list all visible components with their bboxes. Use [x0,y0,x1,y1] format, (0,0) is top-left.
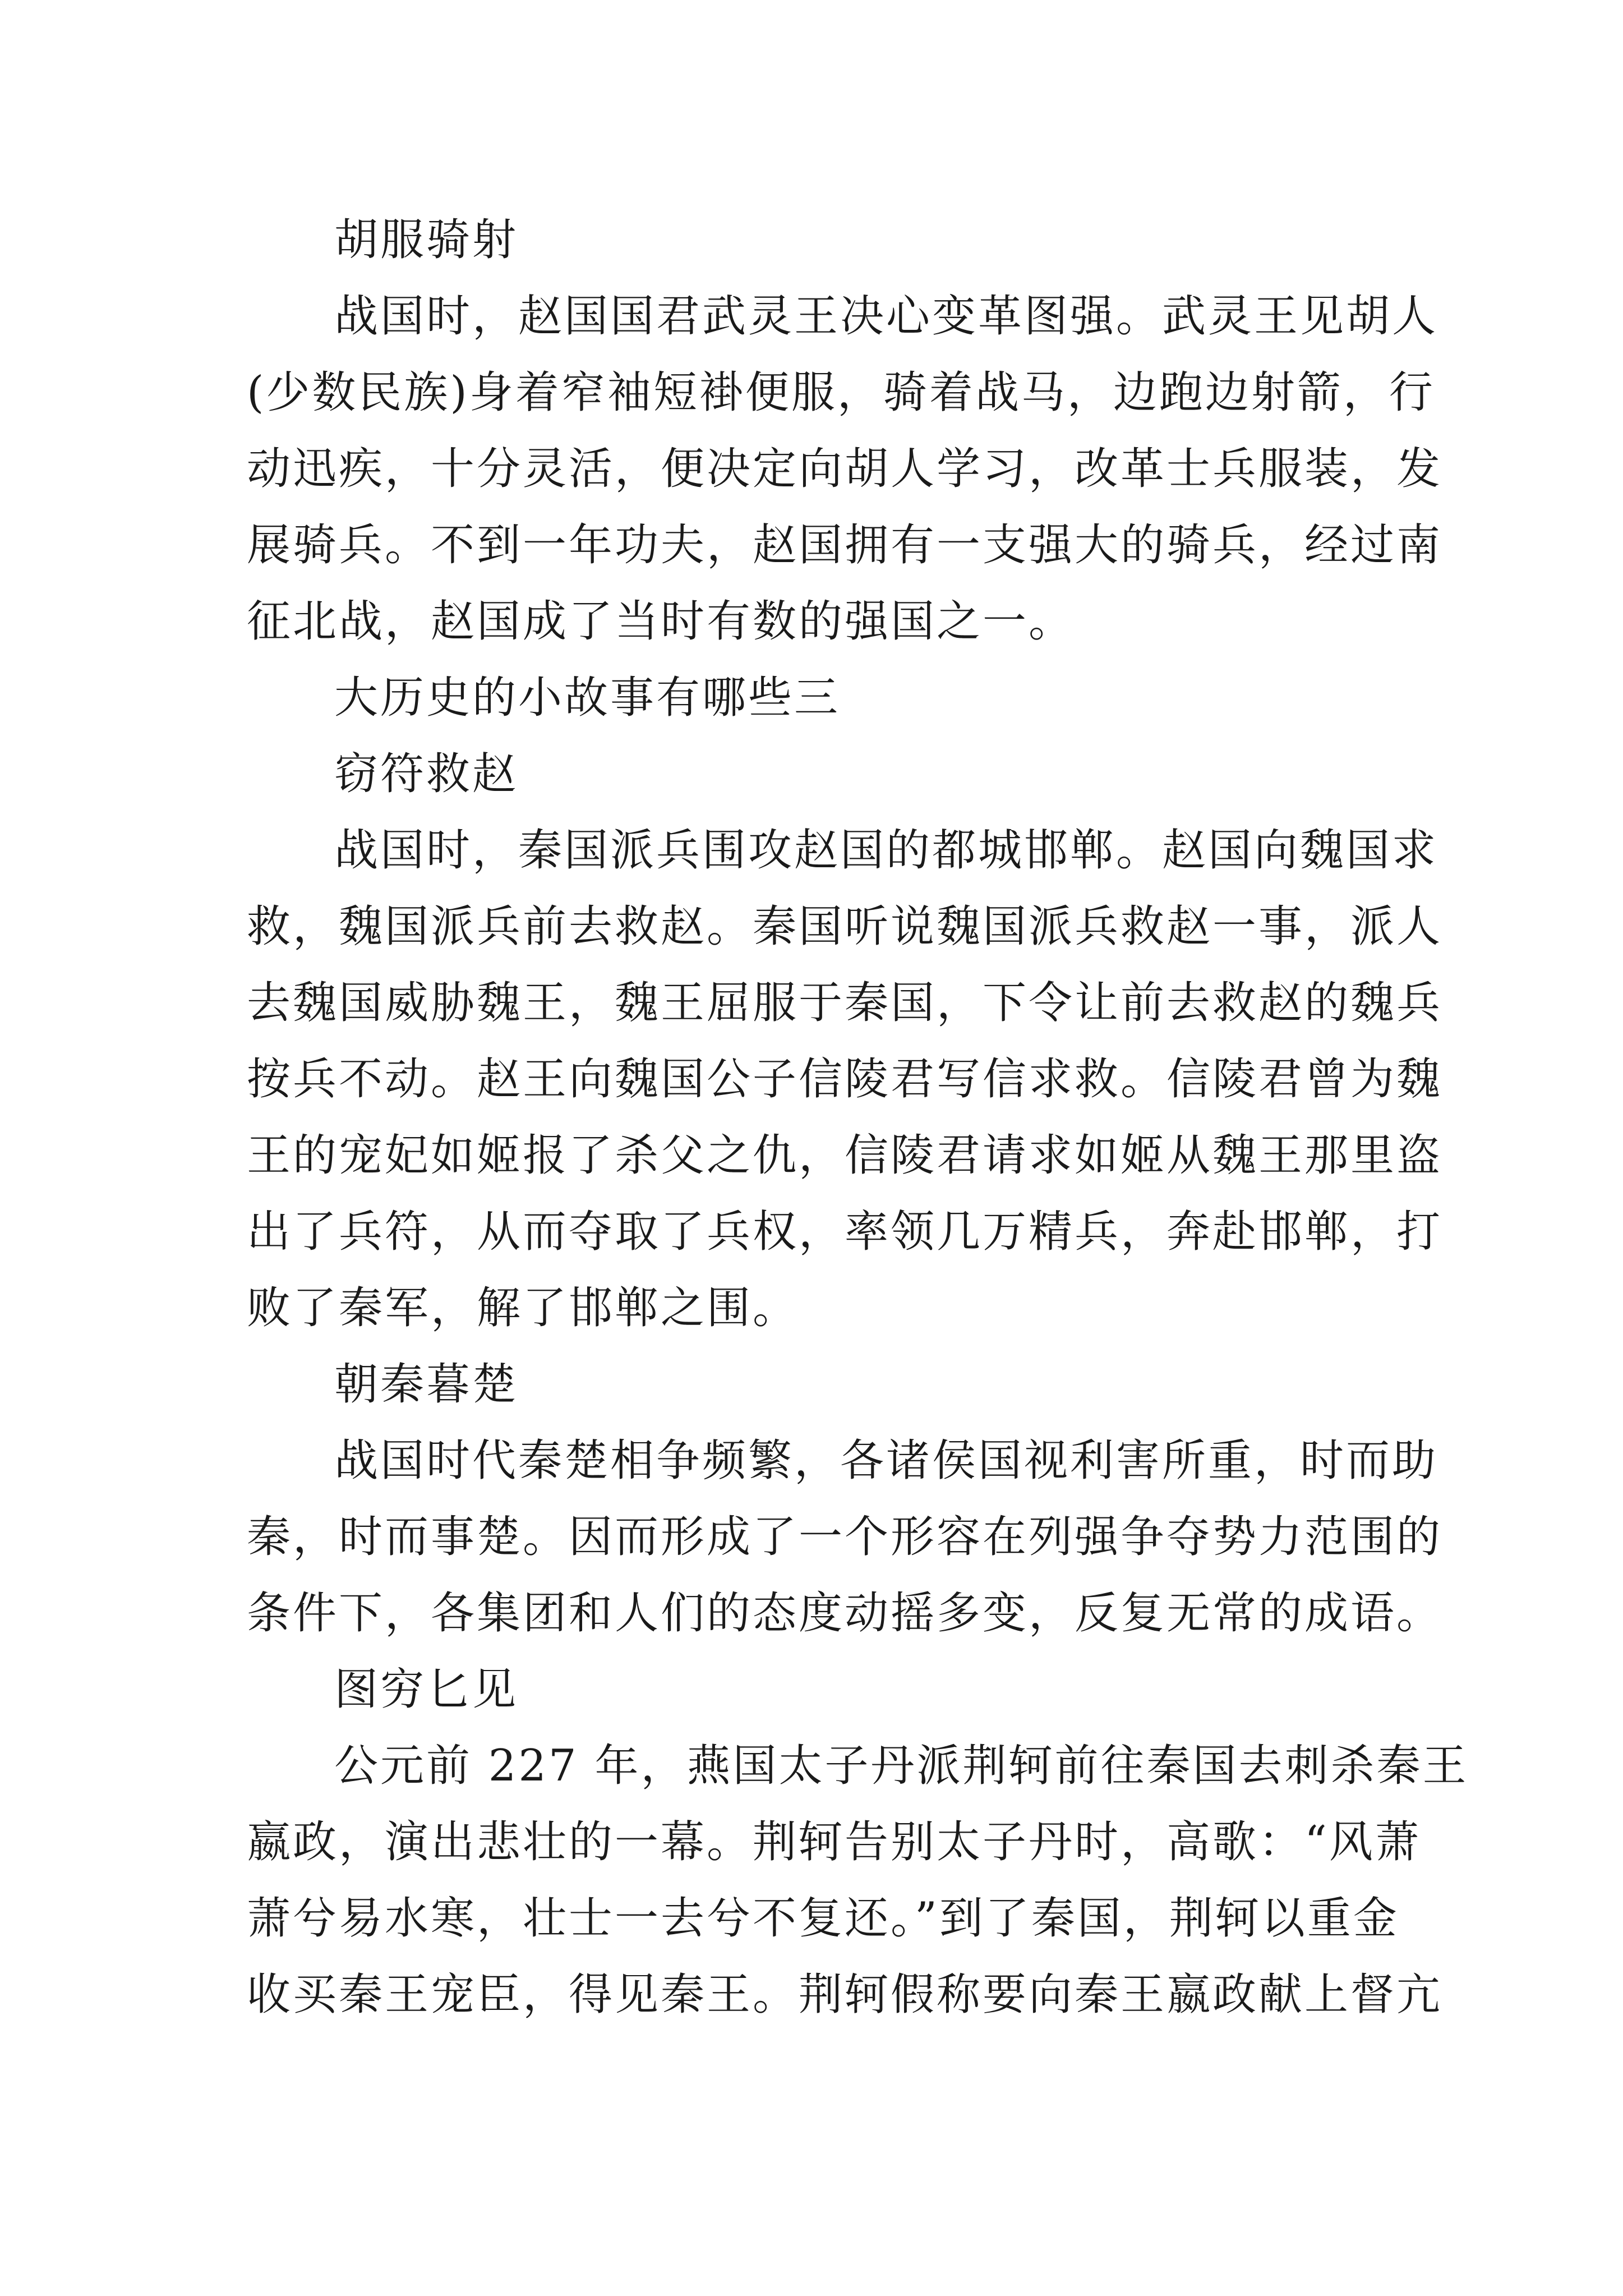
text-line: 条件下，各集团和人们的态度动摇多变，反复无常的成语。 [247,1588,1443,1639]
text-line: 征北战，赵国成了当时有数的强国之一。 [247,596,1075,647]
text-line: 出了兵符，从而夺取了兵权，率领几万精兵，奔赴邯郸，打 [247,1207,1443,1257]
text-line: 大历史的小故事有哪些三 [334,673,841,723]
text-line: 秦，时而事楚。因而形成了一个形容在列强争夺势力范围的 [247,1512,1443,1562]
text-line: 去魏国威胁魏王，魏王屈服于秦国，下令让前去救赵的魏兵 [247,978,1443,1028]
text-line: 展骑兵。不到一年功夫，赵国拥有一支强大的骑兵，经过南 [247,520,1443,570]
text-line: 按兵不动。赵王向魏国公子信陵君写信求救。信陵君曾为魏 [247,1054,1443,1105]
text-line: 萧兮易水寒，壮士一去兮不复还。”到了秦国，荆轲以重金 [247,1893,1399,1944]
text-line: 动迅疾，十分灵活，便决定向胡人学习，改革士兵服装，发 [247,444,1443,494]
text-line: 朝秦暮楚 [334,1359,519,1410]
text-line: 嬴政，演出悲壮的一幕。荆轲告别太子丹时，高歌：“风萧 [247,1817,1421,1867]
text-line: 胡服骑射 [334,215,519,265]
text-line: 战国时，赵国国君武灵王决心变革图强。武灵王见胡人 [334,291,1438,342]
text-line: 救，魏国派兵前去救赵。秦国听说魏国派兵救赵一事，派人 [247,901,1443,952]
text-line: 窃符救赵 [334,749,519,799]
text-line: 败了秦军，解了邯郸之围。 [247,1283,799,1333]
document-body [247,202,1469,2033]
text-line: 公元前 227 年，燕国太子丹派荆轲前往秦国去刺杀秦王 [334,1741,1469,1791]
text-line: 收买秦王宠臣，得见秦王。荆轲假称要向秦王嬴政献上督亢 [247,1970,1443,2020]
text-line: 战国时代秦楚相争频繁，各诸侯国视利害所重，时而助 [334,1435,1438,1486]
text-line: 图穷匕见 [334,1664,519,1715]
text-line: 王的宠妃如姬报了杀父之仇，信陵君请求如姬从魏王那里盗 [247,1130,1443,1181]
text-line: (少数民族)身着窄袖短褂便服，骑着战马，边跑边射箭，行 [247,367,1435,418]
text-line: 战国时，秦国派兵围攻赵国的都城邯郸。赵国向魏国求 [334,825,1438,876]
